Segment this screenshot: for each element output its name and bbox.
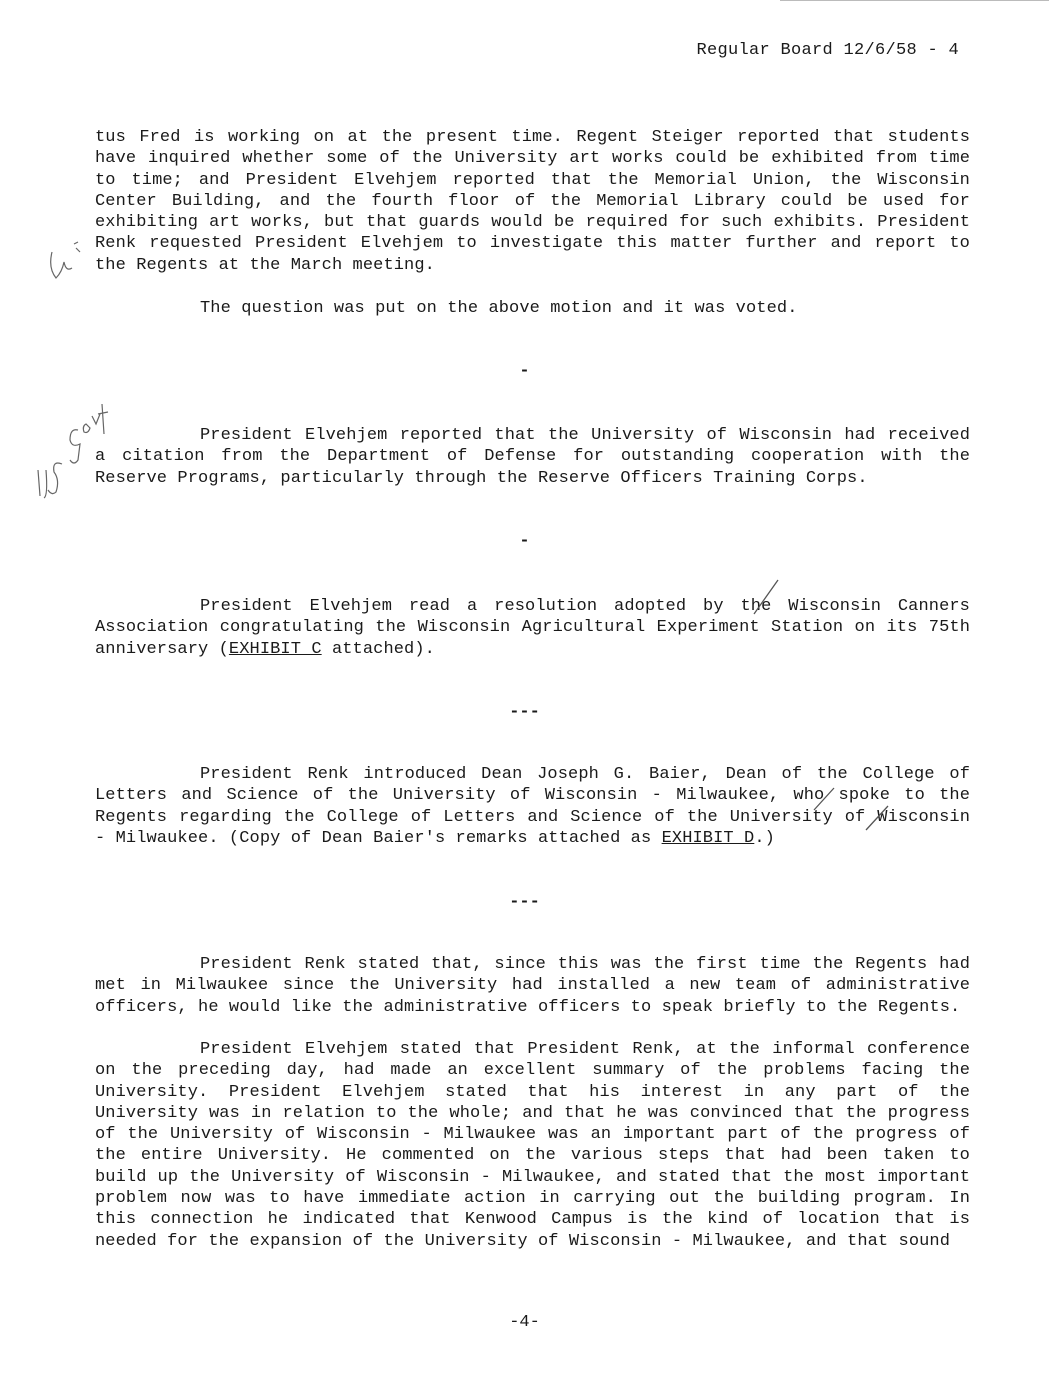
- handwritten-us-govt-note: [26, 400, 116, 510]
- exhibit-d-reference: EXHIBIT D: [661, 828, 755, 848]
- separator-2: -: [519, 532, 530, 551]
- paragraph-admin-officers: President Renk stated that, since this was the first time the Regents had met in Milwaukee since the University had installed a new team of administrative officers, he would like the administrative officers to speak briefly to the Regents.: [95, 955, 970, 1017]
- paragraph-canners-resolution: [95, 596, 970, 660]
- paragraph-dean-baier: [95, 764, 970, 849]
- handwritten-slash-mark: [748, 578, 788, 618]
- handwritten-slash-mark: [808, 786, 838, 816]
- exhibit-c-reference: EXHIBIT C: [228, 639, 322, 659]
- paragraph-defense-citation: President Elvehjem reported that the University of Wisconsin had received a citation from the Department of Defense for outstanding cooperation with the Reserve Programs, particularly through the Reserve Officers Training Corps.: [95, 426, 970, 488]
- paragraph-text: President Elvehjem read a resolution adopted by the Wisconsin Canners Association congratulating the Wisconsin Agricultural Experiment Station on its 75th anniversary (: [95, 597, 970, 659]
- page-header: Regular Board 12/6/58 - 4: [696, 41, 959, 60]
- paragraph-text: .): [754, 828, 775, 848]
- handwritten-slash-mark: [862, 804, 892, 834]
- paragraph-art-exhibits: tus Fred is working on at the present time. Regent Steiger reported that students have inquired whether some of the University art works could be exhibited from time to time; and President Elvehjem reported that the Memorial Union, the Wisconsin Center Building, and the fourth floor of the Memorial Library could be used for exhibiting art works, but that guards would be required for such exhibits. President Renk requested President Elvehjem to investigate this matter further and report to the Regents at the March meeting.: [95, 128, 970, 275]
- paragraph-text: President Renk introduced Dean Joseph G. Baier, Dean of the College of Letters and Science of the University of Wisconsin - Milwaukee, who spoke to the Regents regarding the College of Letters and Science of the University of Wisconsin - Milwaukee. (Copy of Dean Baier's remarks attached as: [95, 765, 970, 848]
- separator-4: ---: [509, 893, 540, 912]
- separator-1: -: [519, 362, 530, 381]
- paragraph-elvehjem-statement: President Elvehjem stated that President Renk, at the informal conference on the preceding day, had made an excellent summary of the problems facing the University. President Elvehjem stated that his interest in any part of the University was in relation to the whole; and that he was convinced that the progress of the University of Wisconsin - Milwaukee was an important part of the progress of the entire University. He commented on the various steps that had been taken to build up the University of Wisconsin - Milwaukee, and stated that the most important problem now was to have immediate action in carrying out the building program. In this connection he indicated that Kenwood Campus is the kind of location that is needed for the expansion of the University of Wisconsin - Milwaukee, and that sound: [95, 1040, 970, 1251]
- handwritten-margin-mark: [40, 238, 90, 288]
- separator-3: ---: [509, 703, 540, 722]
- paragraph-motion-voted: The question was put on the above motion and it was voted.: [200, 299, 798, 318]
- page-number: -4-: [509, 1313, 540, 1332]
- paragraph-text: attached).: [321, 639, 435, 659]
- scan-edge-line: [780, 0, 1049, 1]
